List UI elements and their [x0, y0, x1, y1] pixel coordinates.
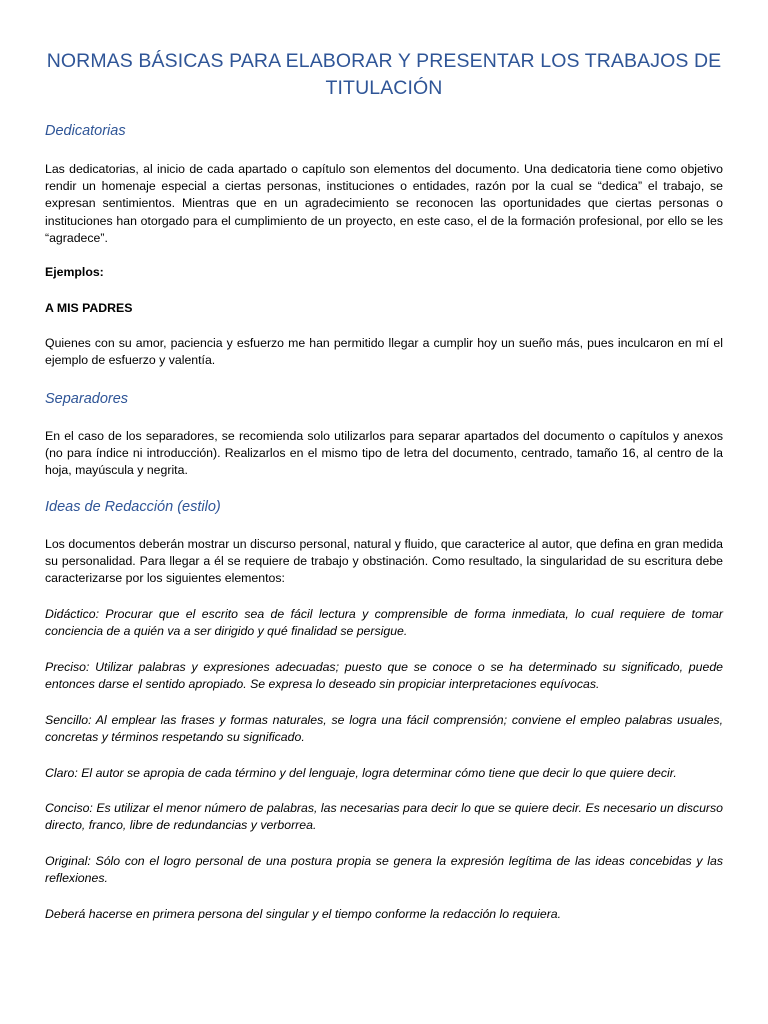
example-title: A MIS PADRES: [45, 301, 133, 315]
dedicatorias-body: Las dedicatorias, al inicio de cada apartado o capítulo son elementos del documento. Una dedicatoria tiene como objetivo rendir un homenaje especial a ciertas personas, instituciones o entidades, razón por la cual se “dedica” el trabajo, se expresan sentimientos. Mientras que en un agradecimiento se reconocen las oportunidades que ciertas personas o instituciones han otorgado para el cumplimiento de un proyecto, en este caso, el de la formación profesional, por ello se les “agradece”.: [45, 162, 723, 245]
ideas-intro: Los documentos deberán mostrar un discurso personal, natural y fluido, que caracterice al autor, que defina en gran medida su personalidad. Para llegar a él se requiere de trabajo y obstinación. Como resultado, la singularidad de su escritura debe caracterizarse por los siguientes elementos:: [45, 537, 723, 586]
examples-label: Ejemplos:: [45, 265, 104, 279]
style-item-didactico: Didáctico: Procurar que el escrito sea de fácil lectura y comprensible de forma inmediata, lo cual requiere de tomar conciencia de a quién va a ser dirigido y qué finalidad se persigue.: [45, 607, 723, 639]
style-item-claro: Claro: El autor se apropia de cada término y del lenguaje, logra determinar cómo tiene que decir lo que quiere decir.: [45, 766, 677, 780]
style-item-sencillo: Sencillo: Al emplear las frases y formas naturales, se logra una fácil comprensión; conviene el empleo palabras usuales, concretas y términos respetando su significado.: [45, 713, 723, 745]
style-item-preciso: Preciso: Utilizar palabras y expresiones adecuadas; puesto que se conoce o se ha determinado su significado, puede entonces darse el sentido apropiado. Se expresa lo deseado sin propiciar interpretaciones equívocas.: [45, 660, 723, 692]
style-item-conciso: Conciso: Es utilizar el menor número de palabras, las necesarias para decir lo que se quiere decir. Es necesario un discurso directo, franco, libre de redundancias y verborrea.: [45, 801, 723, 833]
example-text: Quienes con su amor, paciencia y esfuerzo me han permitido llegar a cumplir hoy un sueño más, pues inculcaron en mí el ejemplo de esfuerzo y valentía.: [45, 336, 723, 368]
heading-ideas-redaccion: Ideas de Redacción (estilo): [45, 499, 221, 515]
heading-dedicatorias: Dedicatorias: [45, 123, 126, 139]
separadores-body: En el caso de los separadores, se recomienda solo utilizarlos para separar apartados del documento o capítulos y anexos (no para índice ni introducción). Realizarlos en el mismo tipo de letra del documento, centrado, tamaño 16, al centro de la hoja, mayúscula y negrita.: [45, 429, 723, 478]
heading-separadores: Separadores: [45, 391, 129, 407]
style-item-original: Original: Sólo con el logro personal de una postura propia se genera la expresión legítima de las ideas concebidas y las reflexiones.: [45, 854, 723, 886]
style-item-primera-persona: Deberá hacerse en primera persona del singular y el tiempo conforme la redacción lo requiera.: [45, 907, 562, 921]
page-title: NORMAS BÁSICAS PARA ELABORAR Y PRESENTAR LOS TRABAJOS DE TITULACIÓN: [46, 50, 722, 99]
